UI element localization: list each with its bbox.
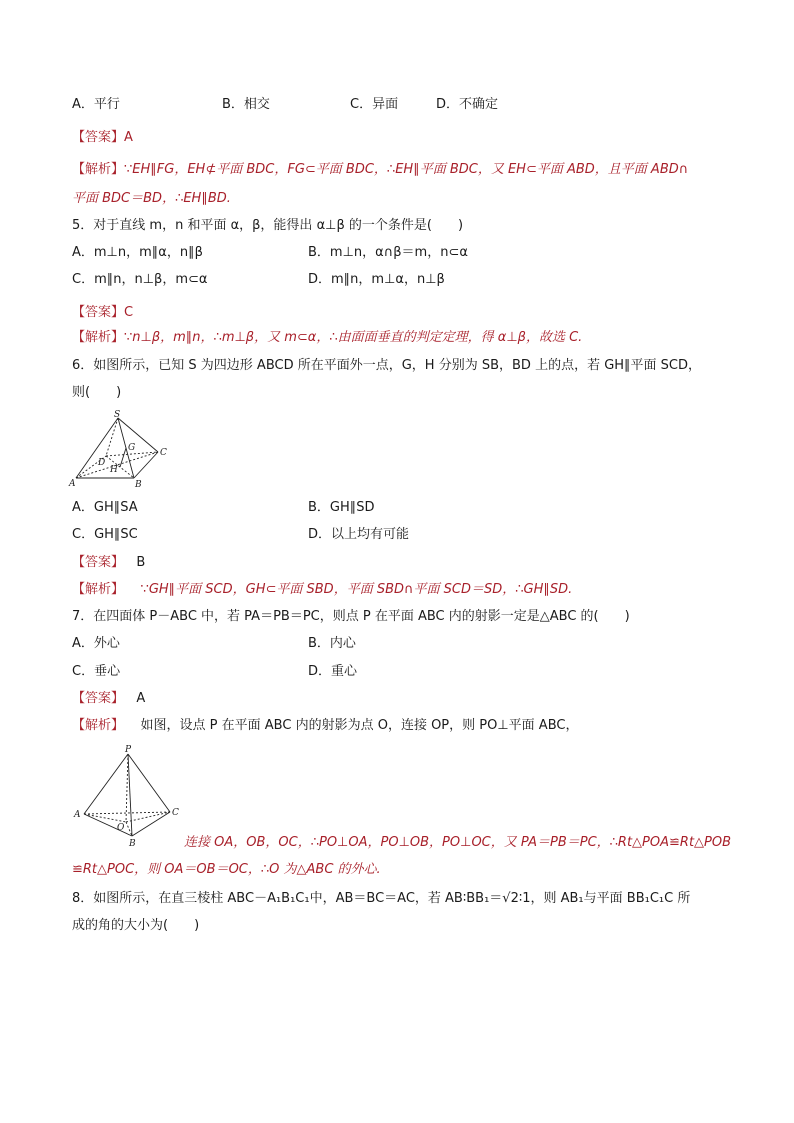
answer-value: B [136,555,146,570]
analysis-text: ∵n⊥β，m∥n，∴m⊥β，又 m⊂α，∴由面面垂直的判定定理，得 α⊥β，故选 C. [124,330,583,345]
q4-analysis-line1 [72,161,688,179]
answer-tag: 【答案】 [72,305,125,320]
label-d: D [98,458,106,468]
label-b: B [135,480,142,490]
q7-analysis-line2: 连接 OA，OB，OC，∴PO⊥OA，PO⊥OB，PO⊥OC，又 PA＝PB＝PC，∴Rt△POA≌Rt△POB [184,835,732,850]
q7-option-b: B．内心 [308,636,356,651]
q4-analysis-line2: 平面 BDC＝BD，∴EH∥BD. [72,191,231,206]
q6-pyramid-figure [68,408,178,492]
q7-option-c: C．垂心 [72,664,121,679]
q4-option-c: C．异面 [350,97,399,112]
q5-answer [72,304,133,322]
q4-option-b: B．相交 [222,97,270,112]
answer-value: A [136,691,146,706]
q6-answer [72,554,145,572]
q7-analysis-line1 [72,717,578,735]
label-p: P [125,745,132,755]
answer-tag: 【答案】 [72,691,125,706]
q4-option-a: A．平行 [72,97,120,112]
analysis-tag: 【解析】 [72,330,125,345]
label-h: H [110,465,118,475]
label-g: G [128,443,136,453]
label-c: C [172,808,179,818]
label-a: A [69,479,76,489]
analysis-text: ∵EH∥FG，EH⊄平面 BDC，FG⊂平面 BDC，∴EH∥平面 BDC，又 EH⊂平面 ABD，且平面 ABD∩ [124,162,689,177]
q6-analysis [72,581,572,599]
q4-option-d: D．不确定 [436,97,499,112]
q7-answer [72,690,145,708]
q6-option-d: D．以上均有可能 [308,527,410,542]
label-a: A [74,810,81,820]
q7-option-a: A．外心 [72,636,120,651]
q6-option-b: B．GH∥SD [308,500,375,515]
q5-stem: 5．对于直线 m，n 和平面 α，β，能得出 α⊥β 的一个条件是( ) [72,218,464,233]
label-o: O [117,823,125,833]
q5-option-d: D．m∥n，m⊥α，n⊥β [308,272,445,287]
q7-analysis-line3: ≌Rt△POC，则 OA＝OB＝OC，∴O 为△ABC 的外心. [72,862,381,877]
q7-stem: 7．在四面体 P－ABC 中，若 PA＝PB＝PC，则点 P 在平面 ABC 内的射影一定是△ABC 的( ) [72,609,630,624]
q8-stem-line1: 8．如图所示，在直三棱柱 ABC－A₁B₁C₁中，AB＝BC＝AC，若 AB∶BB₁＝√2∶1，则 AB₁与平面 BB₁C₁C 所 [72,891,691,906]
q8-stem-line2: 成的角的大小为( ) [72,918,200,933]
q6-option-c: C．GH∥SC [72,527,138,542]
analysis-tag: 【解析】 [72,718,125,733]
q5-analysis [72,329,582,347]
answer-value: C [124,305,134,320]
q7-tetrahedron-figure [70,744,186,848]
q4-answer [72,129,133,147]
q6-stem-line1: 6．如图所示，已知 S 为四边形 ABCD 所在平面外一点，G，H 分别为 SB，BD 上的点，若 GH∥平面 SCD， [72,358,702,373]
q6-stem-line2: 则( ) [72,385,122,400]
analysis-tag: 【解析】 [72,582,125,597]
label-c: C [160,448,167,458]
label-b: B [129,839,136,848]
answer-tag: 【答案】 [72,130,125,145]
q5-option-c: C．m∥n，n⊥β，m⊂α [72,272,208,287]
q5-option-b: B．m⊥n，α∩β＝m，n⊂α [308,245,468,260]
analysis-tag: 【解析】 [72,162,125,177]
label-s: S [114,410,121,420]
q7-option-d: D．重心 [308,664,358,679]
q6-option-a: A．GH∥SA [72,500,138,515]
analysis-text: ∵GH∥平面 SCD，GH⊂平面 SBD，平面 SBD∩平面 SCD＝SD，∴GH∥SD. [140,582,573,597]
analysis-text: 如图，设点 P 在平面 ABC 内的射影为点 O，连接 OP，则 PO⊥平面 ABC， [140,718,579,733]
q5-option-a: A．m⊥n，m∥α，n∥β [72,245,203,260]
answer-value: A [124,130,133,145]
answer-tag: 【答案】 [72,555,125,570]
